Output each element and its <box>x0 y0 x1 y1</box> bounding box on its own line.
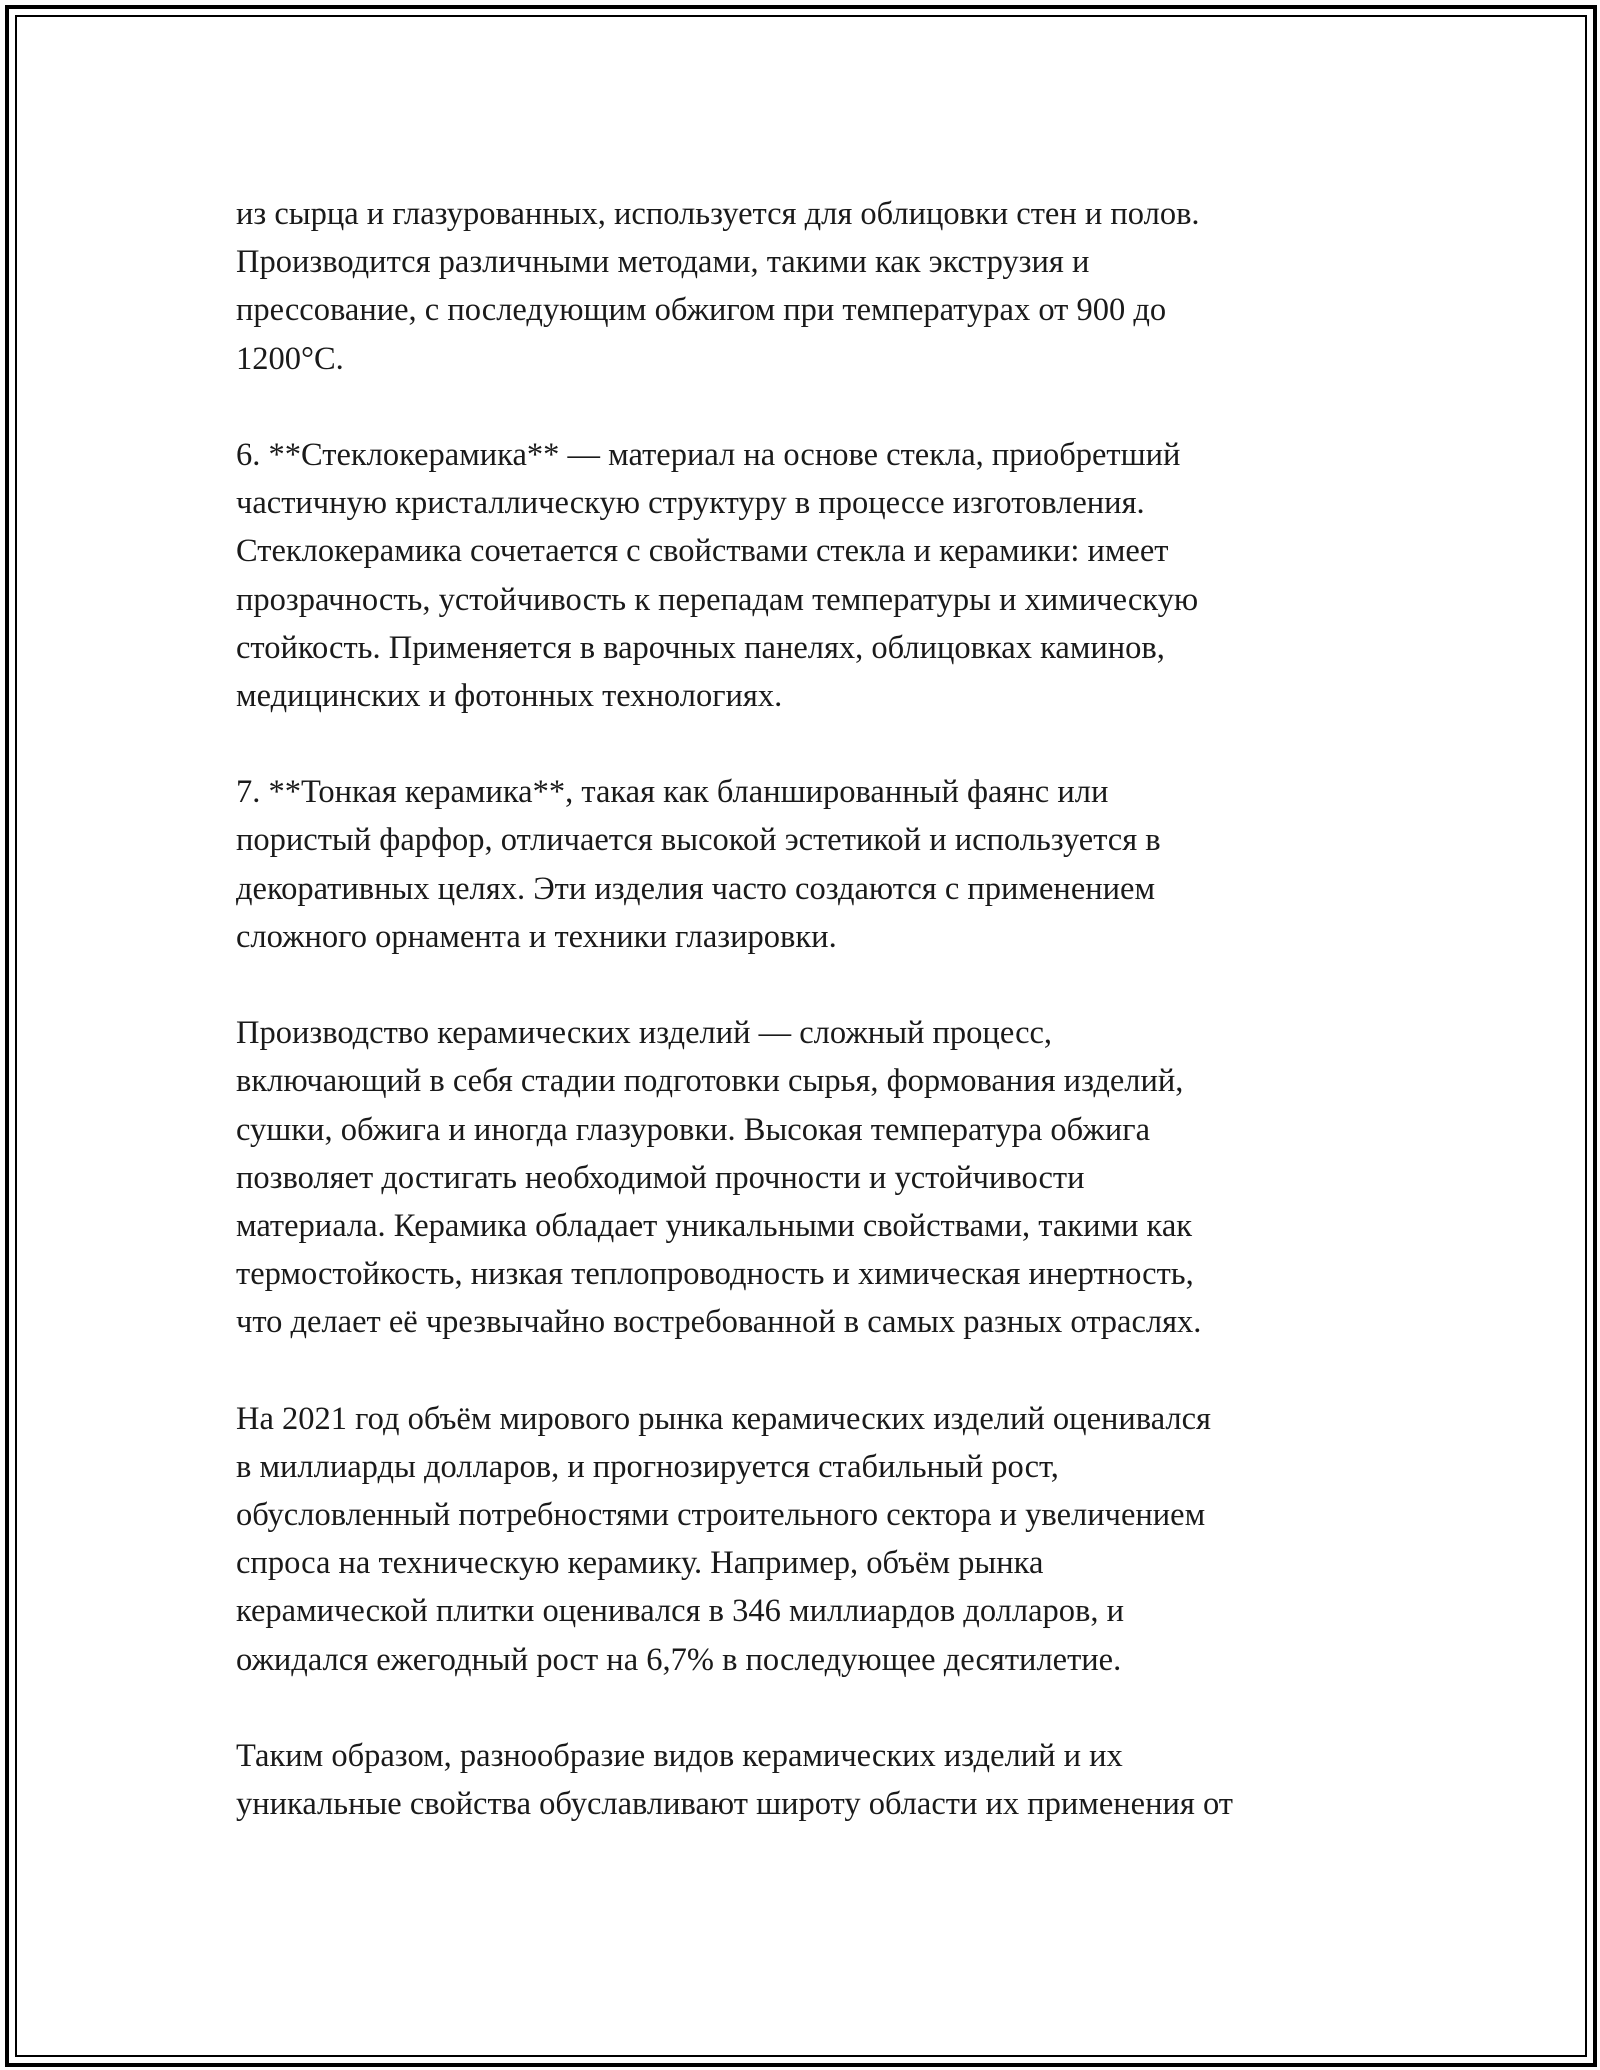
text-line: керамической плитки оценивался в 346 миллиардов долларов, и <box>236 1593 1125 1630</box>
paragraph-spacer <box>236 720 1386 768</box>
paragraph-conclusion <box>236 1732 1386 1828</box>
text-line: включающий в себя стадии подготовки сырья, формования изделий, <box>236 1063 1184 1100</box>
text-line: Стеклокерамика сочетается с свойствами стекла и керамики: имеет <box>236 533 1169 570</box>
text-line: Производится различными методами, такими как экструзия и <box>236 244 1090 281</box>
text-line: материала. Керамика обладает уникальными свойствами, такими как <box>236 1207 1193 1244</box>
paragraph-spacer <box>236 383 1386 431</box>
text-line: в миллиарды долларов, и прогнозируется стабильный рост, <box>236 1448 1059 1485</box>
text-line: сложного орнамента и техники глазировки. <box>236 918 837 955</box>
text-line: из сырца и глазурованных, используется для облицовки стен и полов. <box>236 196 1200 232</box>
text-line: Таким образом, разнообразие видов керамических изделий и их <box>236 1738 1123 1774</box>
text-line: 7. **Тонкая керамика**, такая как бланшированный фаянс или <box>236 774 1109 811</box>
paragraph-production-process <box>236 1009 1386 1346</box>
paragraph-ceramic-tile-continuation <box>236 190 1386 383</box>
text-line: декоративных целях. Эти изделия часто создаются с применением <box>236 870 1156 907</box>
text-line: частичную кристаллическую структуру в процессе изготовления. <box>236 485 1145 522</box>
text-line: спроса на техническую керамику. Например, объём рынка <box>236 1545 1044 1582</box>
document-body <box>236 190 1386 1828</box>
text-line: 1200°C. <box>236 340 344 377</box>
text-line: обусловленный потребностями строительного сектора и увеличением <box>236 1497 1206 1534</box>
text-line: позволяет достигать необходимой прочности и устойчивости <box>236 1159 1085 1196</box>
text-line: ожидался ежегодный рост на 6,7% в последующее десятилетие. <box>236 1641 1122 1678</box>
text-line: медицинских и фотонных технологиях. <box>236 677 783 714</box>
text-line: прессование, с последующим обжигом при температурах от 900 до <box>236 292 1167 329</box>
paragraph-spacer <box>236 1684 1386 1732</box>
text-line: 6. **Стеклокерамика** — материал на основе стекла, приобретший <box>236 436 1181 473</box>
text-line: сушки, обжига и иногда глазуровки. Высокая температура обжига <box>236 1111 1150 1148</box>
text-line: пористый фарфор, отличается высокой эстетикой и используется в <box>236 822 1161 859</box>
paragraph-market-size <box>236 1395 1386 1684</box>
paragraph-glass-ceramics <box>236 431 1386 720</box>
paragraph-spacer <box>236 1347 1386 1395</box>
paragraph-fine-ceramics <box>236 768 1386 961</box>
paragraph-spacer <box>236 961 1386 1009</box>
text-line: стойкость. Применяется в варочных панелях, облицовках каминов, <box>236 629 1165 666</box>
text-line: прозрачность, устойчивость к перепадам температуры и химическую <box>236 581 1199 618</box>
text-line: На 2021 год объём мирового рынка керамических изделий оценивался <box>236 1400 1211 1437</box>
text-line: термостойкость, низкая теплопроводность и химическая инертность, <box>236 1256 1194 1293</box>
text-line: что делает её чрезвычайно востребованной в самых разных отраслях. <box>236 1304 1202 1341</box>
text-line: уникальные свойства обуславливают широту области их применения от <box>236 1786 1233 1823</box>
text-line: Производство керамических изделий — сложный процесс, <box>236 1015 1053 1052</box>
